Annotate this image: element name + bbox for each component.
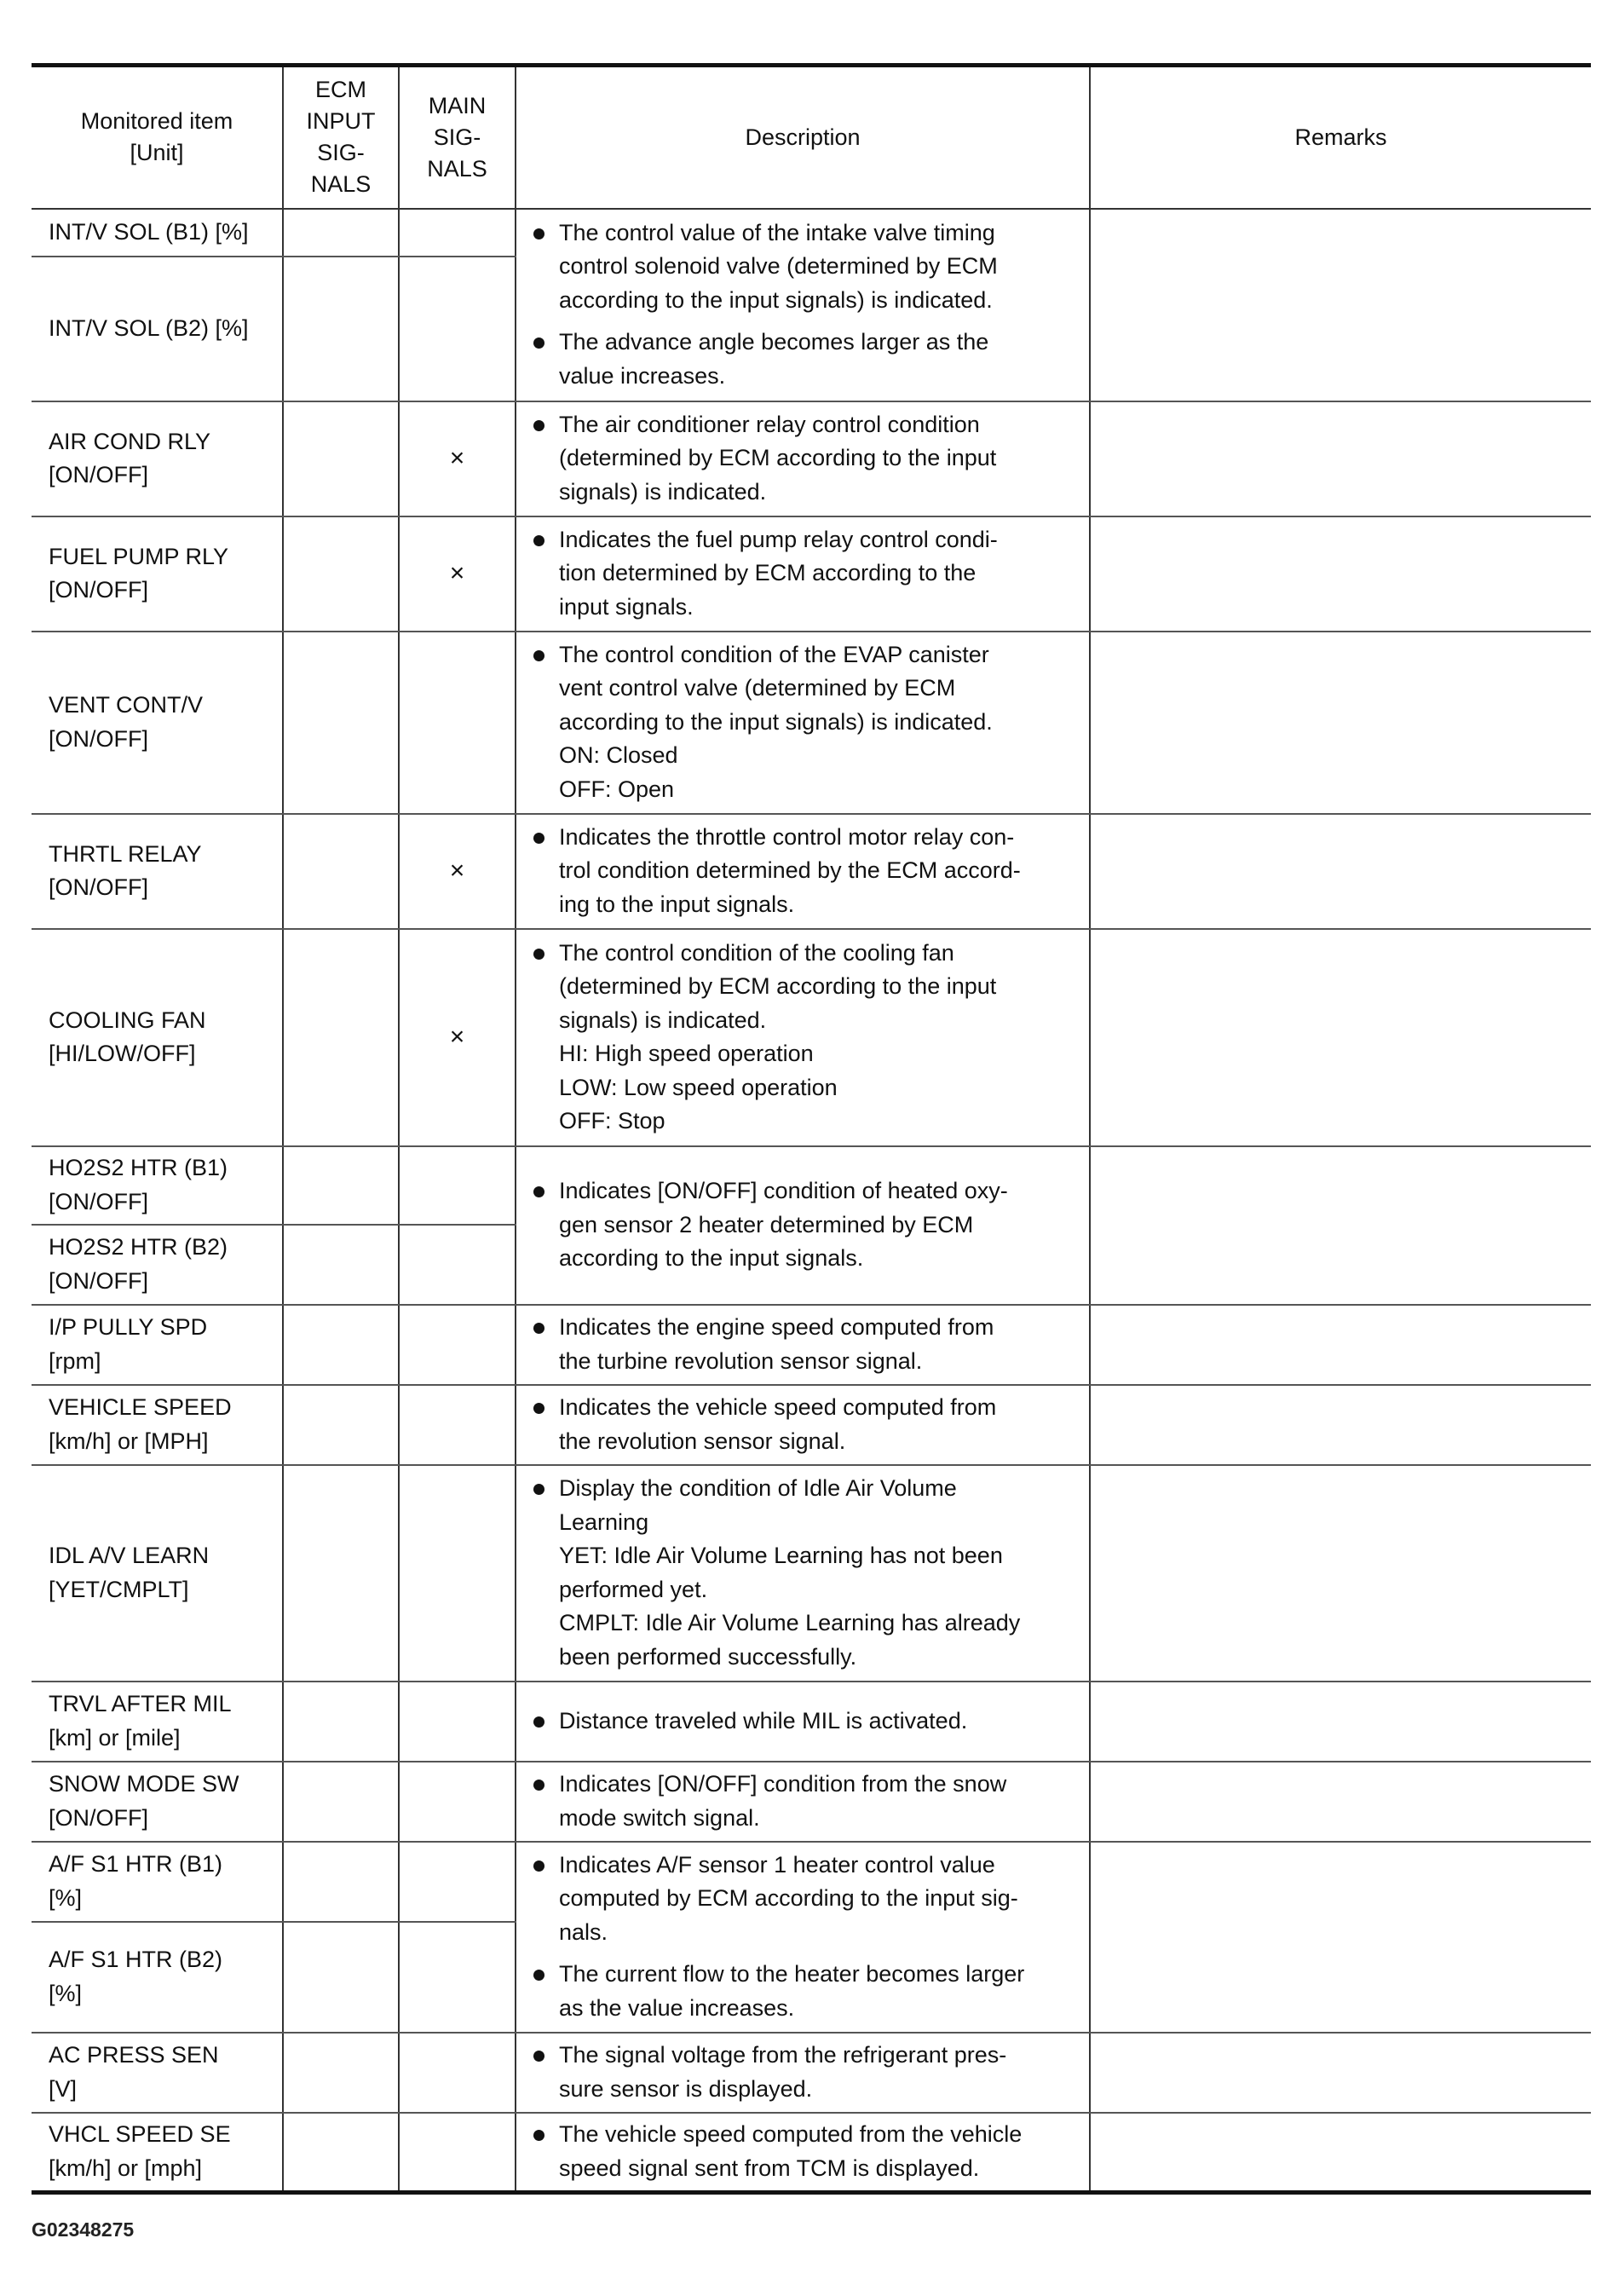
description-line: signals) is indicated. xyxy=(559,1007,767,1033)
monitored-item-cell xyxy=(32,401,283,516)
monitored-item-cell xyxy=(32,2113,283,2193)
monitored-item-text: VEHICLE SPEED xyxy=(49,1394,232,1420)
table-row xyxy=(32,814,1591,929)
remarks-cell xyxy=(1090,1762,1591,1842)
table-row xyxy=(32,2113,1591,2193)
description-line: nals. xyxy=(559,1918,608,1945)
description-cell xyxy=(516,1682,1090,1762)
monitored-item-text: [ON/OFF] xyxy=(49,462,148,487)
description-line: signals) is indicated. xyxy=(559,478,767,505)
description-line: Display the condition of Idle Air Volume xyxy=(559,1475,957,1501)
table-row xyxy=(32,1146,1591,1225)
description-line: Indicates the throttle control motor relay con- xyxy=(559,823,1015,850)
main-signal-cell xyxy=(399,1385,516,1465)
table-body xyxy=(32,209,1591,2193)
monitored-item-text: SNOW MODE SW xyxy=(49,1771,239,1797)
description-line: ing to the input signals. xyxy=(559,891,795,917)
remarks-cell xyxy=(1090,1305,1591,1385)
monitored-item-text: [ON/OFF] xyxy=(49,577,148,603)
monitored-item-text: VENT CONT/V xyxy=(49,692,204,718)
monitored-item-cell xyxy=(32,516,283,632)
description-line: (determined by ECM according to the input xyxy=(559,445,997,471)
description-subline: HI: High speed operation xyxy=(559,1041,814,1066)
main-signal-cell xyxy=(399,1225,516,1305)
description-line: Indicates the vehicle speed computed from xyxy=(559,1394,997,1420)
table-row xyxy=(32,1682,1591,1762)
main-signal-cell xyxy=(399,1922,516,2033)
ecm-input-signal-cell xyxy=(283,2113,399,2193)
main-signal-cell xyxy=(399,2033,516,2113)
monitored-item-text: IDL A/V LEARN xyxy=(49,1543,210,1568)
main-signal-cell: × xyxy=(399,814,516,929)
description-line: The current flow to the heater becomes larger xyxy=(559,1961,1025,1987)
header-description: Description xyxy=(516,66,1090,209)
ecm-input-signal-cell xyxy=(283,2033,399,2113)
monitored-item-text: [km/h] or [mph] xyxy=(49,2155,203,2181)
ecm-input-signal-cell xyxy=(283,1225,399,1305)
description-line: Distance traveled while MIL is activated. xyxy=(559,1707,968,1734)
ecm-input-signal-cell xyxy=(283,632,399,814)
remarks-cell xyxy=(1090,516,1591,632)
description-bullet xyxy=(532,1174,1080,1276)
monitored-item-cell xyxy=(32,1305,283,1385)
table-row xyxy=(32,401,1591,516)
monitored-item-text: TRVL AFTER MIL xyxy=(49,1691,232,1716)
description-line: Indicates the fuel pump relay control condi- xyxy=(559,526,998,552)
description-subline: CMPLT: Idle Air Volume Learning has already xyxy=(559,1610,1021,1635)
description-cell xyxy=(516,814,1090,929)
ecm-input-signal-cell xyxy=(283,814,399,929)
description-line: input signals. xyxy=(559,593,694,620)
monitored-item-text: HO2S2 HTR (B1) xyxy=(49,1155,228,1180)
ecm-input-signal-cell xyxy=(283,1305,399,1385)
description-subline: ON: Closed xyxy=(559,742,678,769)
remarks-cell xyxy=(1090,209,1591,401)
description-subline: performed yet. xyxy=(559,1576,708,1602)
monitored-item-cell xyxy=(32,1225,283,1305)
main-signal-cell: × xyxy=(399,929,516,1146)
table-row xyxy=(32,1305,1591,1385)
description-line: The vehicle speed computed from the vehicle xyxy=(559,2121,1023,2148)
ecm-input-signal-cell xyxy=(283,1842,399,1922)
description-subline: LOW: Low speed operation xyxy=(559,1074,838,1100)
monitored-item-cell xyxy=(32,1842,283,1922)
monitored-item-text: INT/V SOL (B2) [%] xyxy=(49,314,249,341)
description-cell xyxy=(516,1842,1090,2033)
description-subline: OFF: Stop xyxy=(559,1108,665,1134)
monitored-item-cell xyxy=(32,257,283,401)
monitored-item-text: COOLING FAN xyxy=(49,1007,206,1033)
description-line: The control value of the intake valve timing xyxy=(559,219,995,245)
monitored-item-text: INT/V SOL (B1) [%] xyxy=(49,218,249,245)
main-signal-cell xyxy=(399,2113,516,2193)
description-line: computed by ECM according to the input sig- xyxy=(559,1885,1018,1912)
main-signal-cell: × xyxy=(399,401,516,516)
description-bullet xyxy=(532,1849,1080,1950)
ecm-input-signal-cell xyxy=(283,1762,399,1842)
description-bullet xyxy=(532,2118,1080,2185)
description-cell xyxy=(516,2113,1090,2193)
monitor-item-table xyxy=(32,63,1591,2195)
monitored-item-cell xyxy=(32,632,283,814)
description-bullet xyxy=(532,1705,1080,1739)
remarks-cell xyxy=(1090,401,1591,516)
monitored-item-cell xyxy=(32,1762,283,1842)
main-signal-cell xyxy=(399,257,516,401)
description-bullet xyxy=(532,523,1080,625)
description-cell xyxy=(516,1146,1090,1305)
description-line: the revolution sensor signal. xyxy=(559,1428,846,1454)
monitored-item-cell xyxy=(32,1465,283,1682)
description-line: Learning xyxy=(559,1509,649,1535)
monitored-item-cell xyxy=(32,929,283,1146)
description-subline: YET: Idle Air Volume Learning has not been xyxy=(559,1543,1003,1568)
table-row xyxy=(32,516,1591,632)
description-line: The advance angle becomes larger as the xyxy=(559,329,989,355)
main-signal-cell xyxy=(399,1842,516,1922)
main-signal-cell xyxy=(399,1305,516,1385)
description-cell xyxy=(516,401,1090,516)
monitored-item-text: THRTL RELAY xyxy=(49,840,202,867)
remarks-cell xyxy=(1090,929,1591,1146)
monitored-item-text: [km] or [mile] xyxy=(49,1724,181,1751)
table-row xyxy=(32,209,1591,257)
description-cell xyxy=(516,929,1090,1146)
description-bullet xyxy=(532,638,1080,740)
ecm-input-signal-cell xyxy=(283,1146,399,1225)
description-line: vent control valve (determined by ECM xyxy=(559,675,956,701)
main-signal-cell: × xyxy=(399,516,516,632)
monitored-item-cell xyxy=(32,1682,283,1762)
main-signal-cell xyxy=(399,209,516,257)
table-row xyxy=(32,632,1591,814)
monitored-item-text: [ON/OFF] xyxy=(49,1804,148,1831)
description-line: sure sensor is displayed. xyxy=(559,2075,813,2102)
description-cell xyxy=(516,516,1090,632)
description-line: gen sensor 2 heater determined by ECM xyxy=(559,1211,974,1237)
description-bullet xyxy=(532,1472,1080,1539)
description-line: Indicates A/F sensor 1 heater control value xyxy=(559,1851,995,1878)
main-signal-cell xyxy=(399,1682,516,1762)
description-line: Indicates [ON/OFF] condition from the snow xyxy=(559,1771,1007,1797)
figure-code: G02348275 xyxy=(32,2218,135,2241)
description-bullet xyxy=(532,2039,1080,2106)
description-line: according to the input signals. xyxy=(559,1245,864,1272)
monitored-item-text: A/F S1 HTR (B1) xyxy=(49,1851,223,1877)
header-monitored-item: Monitored item [Unit] xyxy=(32,66,283,209)
description-line: speed signal sent from TCM is displayed. xyxy=(559,2155,980,2181)
monitored-item-text: AC PRESS SEN xyxy=(49,2042,219,2068)
description-line: Indicates the engine speed computed from xyxy=(559,1314,994,1340)
table-row xyxy=(32,1385,1591,1465)
main-signal-cell xyxy=(399,632,516,814)
ecm-input-signal-cell xyxy=(283,1385,399,1465)
description-bullet xyxy=(532,937,1080,1038)
remarks-cell xyxy=(1090,632,1591,814)
description-bullet xyxy=(532,821,1080,922)
monitored-item-text: AIR COND RLY xyxy=(49,428,211,454)
description-cell xyxy=(516,2033,1090,2113)
table-row xyxy=(32,1842,1591,1922)
remarks-cell xyxy=(1090,1682,1591,1762)
ecm-input-signal-cell xyxy=(283,516,399,632)
ecm-input-signal-cell xyxy=(283,209,399,257)
description-line: tion determined by ECM according to the xyxy=(559,560,977,586)
monitored-item-text: VHCL SPEED SE xyxy=(49,2121,231,2148)
table-row xyxy=(32,1762,1591,1842)
description-line: The signal voltage from the refrigerant pres- xyxy=(559,2042,1007,2068)
description-line: Indicates [ON/OFF] condition of heated oxy- xyxy=(559,1178,1008,1204)
monitored-item-cell xyxy=(32,1922,283,2033)
monitored-item-text: I/P PULLY SPD xyxy=(49,1314,208,1340)
description-line: The air conditioner relay control condition xyxy=(559,411,980,437)
description-bullet xyxy=(532,408,1080,510)
monitored-item-text: [%] xyxy=(49,1884,83,1911)
description-bullet xyxy=(532,1768,1080,1835)
description-cell xyxy=(516,1305,1090,1385)
monitored-item-cell xyxy=(32,1146,283,1225)
remarks-cell xyxy=(1090,1465,1591,1682)
remarks-cell xyxy=(1090,1146,1591,1305)
remarks-cell xyxy=(1090,1385,1591,1465)
ecm-input-signal-cell xyxy=(283,1922,399,2033)
description-line: trol condition determined by the ECM accord- xyxy=(559,857,1021,884)
ecm-input-signal-cell xyxy=(283,1465,399,1682)
description-line: (determined by ECM according to the input xyxy=(559,973,997,999)
table-row xyxy=(32,2033,1591,2113)
description-line: value increases. xyxy=(559,362,726,389)
description-line: The control condition of the cooling fan xyxy=(559,939,954,966)
description-subline: OFF: Open xyxy=(559,776,675,802)
monitored-item-text: [km/h] or [MPH] xyxy=(49,1428,209,1454)
monitored-item-text: [YET/CMPLT] xyxy=(49,1576,189,1602)
monitored-item-text: [ON/OFF] xyxy=(49,725,148,752)
monitored-item-text: [rpm] xyxy=(49,1347,101,1374)
monitored-item-text: [ON/OFF] xyxy=(49,1188,148,1214)
monitored-item-text: [V] xyxy=(49,2075,78,2102)
ecm-input-signal-cell xyxy=(283,401,399,516)
table-header xyxy=(32,66,1591,209)
monitored-item-cell xyxy=(32,814,283,929)
description-line: mode switch signal. xyxy=(559,1804,760,1831)
monitored-item-text: HO2S2 HTR (B2) xyxy=(49,1234,228,1260)
description-subline: been performed successfully. xyxy=(559,1643,857,1670)
remarks-cell xyxy=(1090,2113,1591,2193)
header-remarks: Remarks xyxy=(1090,66,1591,209)
table-row xyxy=(32,1465,1591,1682)
header-main-signals: MAIN SIG- NALS xyxy=(399,66,516,209)
description-bullet xyxy=(532,216,1080,318)
description-cell xyxy=(516,209,1090,401)
monitored-item-text: [ON/OFF] xyxy=(49,1267,148,1294)
monitored-item-text: [ON/OFF] xyxy=(49,874,148,900)
remarks-cell xyxy=(1090,814,1591,929)
monitored-item-text: [%] xyxy=(49,1980,83,2006)
description-cell xyxy=(516,632,1090,814)
monitored-item-cell xyxy=(32,2033,283,2113)
header-ecm-input-signals: ECM INPUT SIG- NALS xyxy=(283,66,399,209)
monitored-item-text: FUEL PUMP RLY xyxy=(49,543,229,569)
ecm-input-signal-cell xyxy=(283,929,399,1146)
description-line: according to the input signals) is indicated. xyxy=(559,286,993,313)
monitored-item-cell xyxy=(32,209,283,257)
description-line: The control condition of the EVAP canister xyxy=(559,641,989,667)
ecm-input-signal-cell xyxy=(283,1682,399,1762)
table-row xyxy=(32,929,1591,1146)
description-cell xyxy=(516,1762,1090,1842)
monitored-item-cell xyxy=(32,1385,283,1465)
monitored-item-text: [HI/LOW/OFF] xyxy=(49,1041,196,1066)
monitor-item-sheet xyxy=(32,63,1591,2195)
description-line: control solenoid valve (determined by ECM xyxy=(559,253,998,280)
description-bullet xyxy=(532,326,1080,393)
description-bullet xyxy=(532,1958,1080,2025)
main-signal-cell xyxy=(399,1465,516,1682)
monitored-item-text: A/F S1 HTR (B2) xyxy=(49,1947,223,1972)
description-line: according to the input signals) is indicated. xyxy=(559,708,993,735)
description-line: the turbine revolution sensor signal. xyxy=(559,1347,923,1374)
description-line: as the value increases. xyxy=(559,1994,795,2021)
description-cell xyxy=(516,1465,1090,1682)
description-cell xyxy=(516,1385,1090,1465)
description-bullet xyxy=(532,1311,1080,1378)
ecm-input-signal-cell xyxy=(283,257,399,401)
main-signal-cell xyxy=(399,1762,516,1842)
remarks-cell xyxy=(1090,1842,1591,2033)
description-bullet xyxy=(532,1391,1080,1458)
remarks-cell xyxy=(1090,2033,1591,2113)
main-signal-cell xyxy=(399,1146,516,1225)
